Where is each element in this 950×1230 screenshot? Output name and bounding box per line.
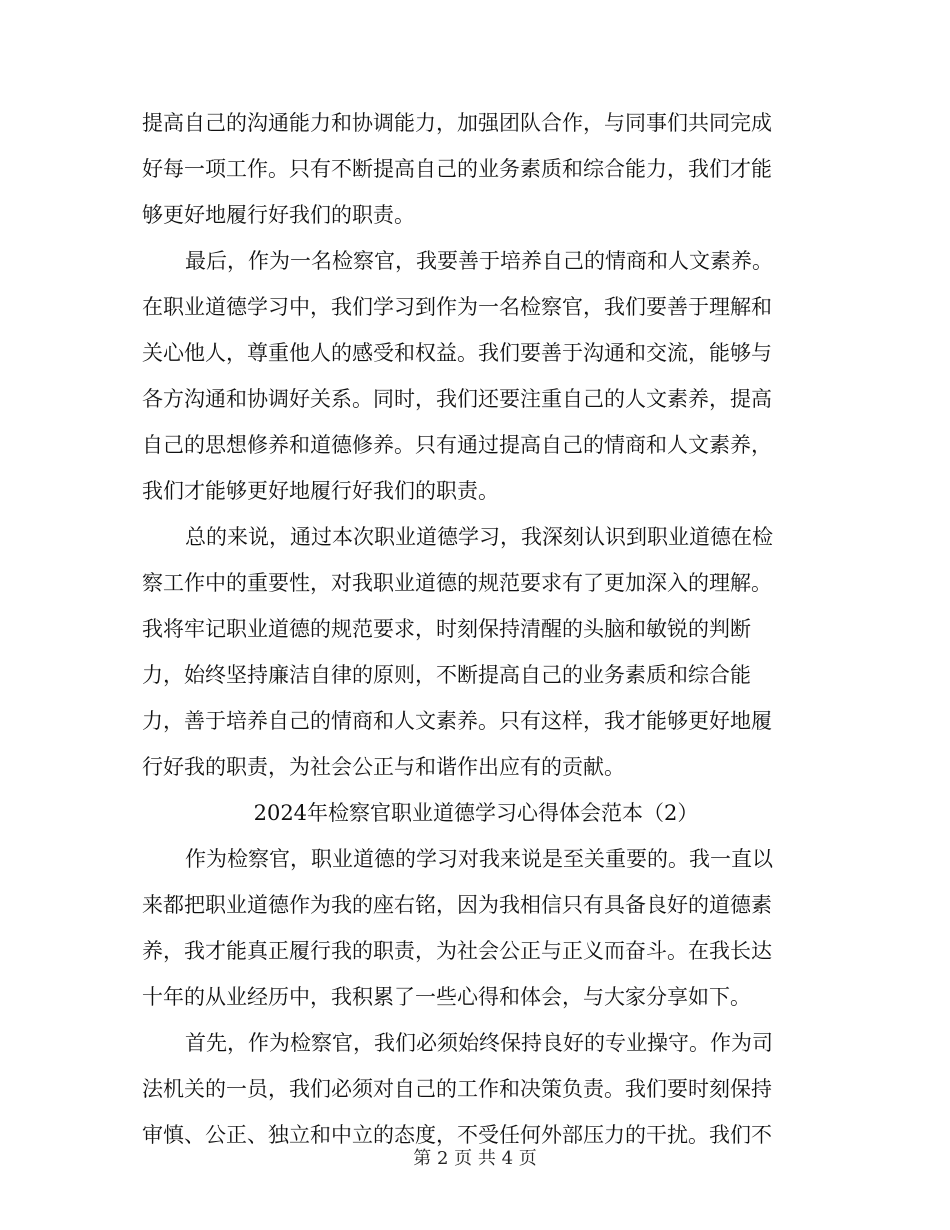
paragraph — [142, 836, 810, 1020]
text-line: 我们才能够更好地履行好我们的职责。 — [142, 479, 499, 503]
text-line: 养，我才能真正履行我的职责，为社会公正与正义而奋斗。在我长达 — [142, 939, 772, 963]
text-line: 察工作中的重要性，对我职业道德的规范要求有了更加深入的理解。 — [142, 571, 772, 595]
text-line: 最后，作为一名检察官，我要善于培养自己的情商和人文素养。 — [185, 249, 773, 273]
page-number: 第 2 页 共 4 页 — [413, 1148, 537, 1169]
text-line: 在职业道德学习中，我们学习到作为一名检察官，我们要善于理解和 — [142, 295, 772, 319]
text-line: 作为检察官，职业道德的学习对我来说是至关重要的。我一直以 — [185, 847, 773, 871]
text-line: 提高自己的沟通能力和协调能力，加强团队合作，与同事们共同完成 — [142, 111, 772, 135]
paragraph — [142, 100, 810, 238]
text-line: 我将牢记职业道德的规范要求，时刻保持清醒的头脑和敏锐的判断 — [142, 617, 751, 641]
text-line: 好每一项工作。只有不断提高自己的业务素质和综合能力，我们才能 — [142, 157, 772, 181]
text-line: 法机关的一员，我们必须对自己的工作和决策负责。我们要时刻保持 — [142, 1077, 772, 1101]
text-line: 各方沟通和协调好关系。同时，我们还要注重自己的人文素养，提高 — [142, 387, 772, 411]
text-line: 力，善于培养自己的情商和人文素养。只有这样，我才能够更好地履 — [142, 709, 772, 733]
text-line: 审慎、公正、独立和中立的态度，不受任何外部压力的干扰。我们不 — [142, 1123, 772, 1147]
text-line: 总的来说，通过本次职业道德学习，我深刻认识到职业道德在检 — [185, 525, 773, 549]
text-line: 来都把职业道德作为我的座右铭，因为我相信只有具备良好的道德素 — [142, 893, 772, 917]
paragraph — [142, 1020, 810, 1158]
text-line: 关心他人，尊重他人的感受和权益。我们要善于沟通和交流，能够与 — [142, 341, 772, 365]
text-line: 行好我的职责，为社会公正与和谐作出应有的贡献。 — [142, 755, 625, 779]
section-title: 2024年检察官职业道德学习心得体会范本（2） — [253, 801, 699, 825]
text-line: 够更好地履行好我们的职责。 — [142, 203, 415, 227]
paragraph — [142, 238, 810, 514]
document-body — [142, 100, 810, 1158]
text-line: 首先，作为检察官，我们必须始终保持良好的专业操守。作为司 — [185, 1031, 773, 1055]
text-line: 力，始终坚持廉洁自律的原则，不断提高自己的业务素质和综合能 — [142, 663, 751, 687]
text-line: 十年的从业经历中，我积累了一些心得和体会，与大家分享如下。 — [142, 985, 751, 1009]
paragraph — [142, 514, 810, 790]
text-line: 自己的思想修养和道德修养。只有通过提高自己的情商和人文素养， — [142, 433, 772, 457]
